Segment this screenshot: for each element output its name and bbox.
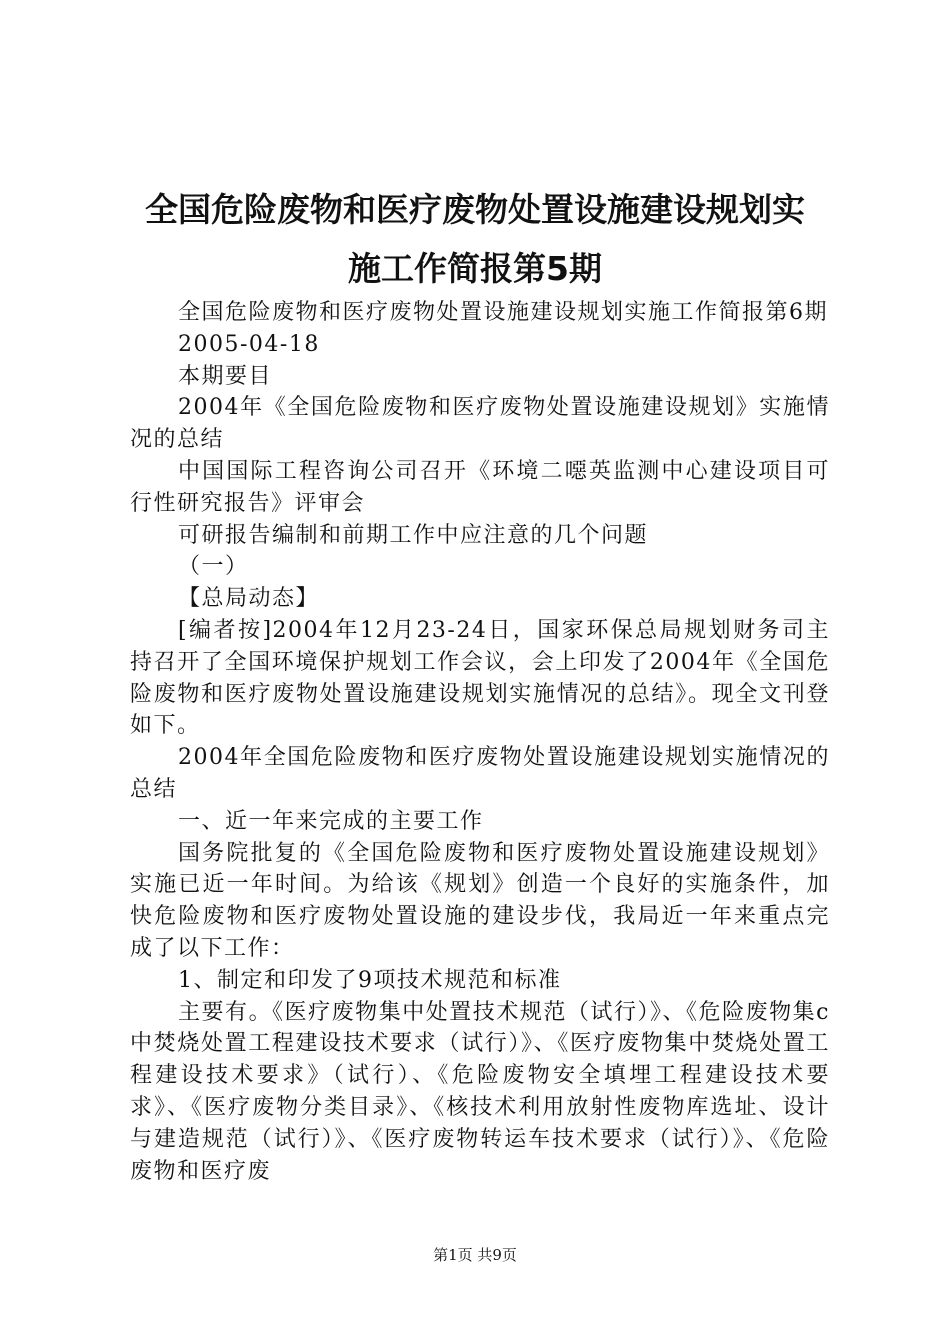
document-body xyxy=(130,297,830,1187)
body-paragraph: 2005-04-18 xyxy=(178,331,320,357)
body-paragraph: 全国危险废物和医疗废物处置设施建设规划实施工作简报第6期 xyxy=(178,300,828,325)
body-paragraph: 中国国际工程咨询公司召开《环境二噁英监测中心建设项目可行性研究报告》评审会 xyxy=(130,458,830,516)
body-paragraph: 1、制定和印发了9项技术规范和标准 xyxy=(178,967,562,993)
body-paragraph: 可研报告编制和前期工作中应注意的几个问题 xyxy=(178,522,649,548)
body-paragraph: 一、近一年来完成的主要工作 xyxy=(178,808,484,834)
body-paragraph: 国务院批复的《全国危险废物和医疗废物处置设施建设规划》实施已近一年时间。为给该《规划》创造一个良好的实施条件，加快危险废物和医疗废物处置设施的建设步伐，我局近一年来重点完成了以下工作： xyxy=(130,840,830,961)
body-paragraph: 2004年全国危险废物和医疗废物处置设施建设规划实施情况的总结 xyxy=(130,745,830,802)
document-title-line-1: 全国危险废物和医疗废物处置设施建设规划实 xyxy=(145,190,805,229)
body-paragraph: 主要有。《医疗废物集中处置技术规范（试行）》、《危险废物集c中焚烧处置工程建设技术要求（试行）》、《医疗废物集中焚烧处置工程建设技术要求》（试行）、《危险废物安全填埋工程建设技术要求》、《医疗废物分类目录》、《核技术利用放射性废物库选址、设计与建造规范（试行）》、《医疗废物转运车技术要求（试行）》、《危险废物和医疗废 xyxy=(130,999,830,1184)
body-paragraph: [编者按]2004年12月23-24日，国家环保总局规划财务司主持召开了全国环境保护规划工作会议，会上印发了2004年《全国危险废物和医疗废物处置设施建设规划实施情况的总结》。现全文刊登如下。 xyxy=(130,617,830,739)
body-paragraph: 【总局动态】 xyxy=(178,586,320,612)
page-number-footer: 第1页 共9页 xyxy=(433,1246,517,1264)
document-title-line-2: 施工作简报第5期 xyxy=(348,249,602,288)
body-paragraph: 2004年《全国危险废物和医疗废物处置设施建设规划》实施情况的总结 xyxy=(130,395,830,453)
body-paragraph: （一） xyxy=(178,554,249,580)
body-paragraph: 本期要目 xyxy=(178,363,273,389)
